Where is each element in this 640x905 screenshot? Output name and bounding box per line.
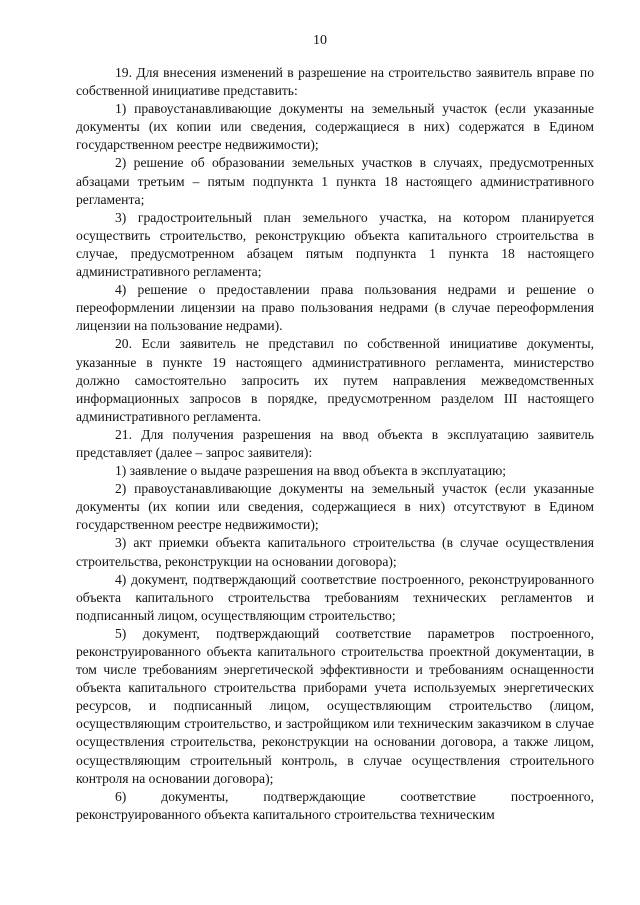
list-item-21-4: 4) документ, подтверждающий соответствие построенного, реконструированного объекта капитального строительства требованиям технических регламентов и подписанный лицом, осуществляющим строительство; [76, 571, 594, 623]
list-item-21-1: 1) заявление о выдаче разрешения на ввод объекта в эксплуатацию; [115, 463, 507, 479]
list-item-21-6: 6) документы, подтверждающие соответствие построенного, реконструированного объекта капитального строительства техническим [76, 788, 594, 822]
list-item-19-3: 3) градостроительный план земельного участка, на котором планируется осуществить строительство, реконструкцию объекта капитального строительства в случае, предусмотренном абзацем пятым подпункта 1 пункта 18 настоящего административного регламента; [76, 209, 594, 280]
list-item-21-2: 2) правоустанавливающие документы на земельный участок (если указанные документы (их копии или сведения, содержащиеся в них) отсутствуют в Едином государственном реестре недвижимости); [76, 481, 594, 533]
paragraph-21: 21. Для получения разрешения на ввод объекта в эксплуатацию заявитель представляет (далее – запрос заявителя): [76, 426, 594, 460]
paragraph-20: 20. Если заявитель не представил по собственной инициативе документы, указанные в пункте 19 настоящего административного регламента, министерство должно самостоятельно запросить их путем направления межведомственных информационных запросов в порядке, предусмотренном разделом III настоящего административного регламента. [76, 336, 594, 424]
document-body [76, 64, 594, 824]
list-item-19-1: 1) правоустанавливающие документы на земельный участок (если указанные документы (их копии или сведения, содержащиеся в них) содержатся в Едином государственном реестре недвижимости); [76, 101, 594, 153]
list-item-19-2: 2) решение об образовании земельных участков в случаях, предусмотренных абзацами третьим – пятым подпункта 1 пункта 18 настоящего административного регламента; [76, 155, 594, 207]
list-item-19-4: 4) решение о предоставлении права пользования недрами и решение о переоформлении лицензии на право пользования недрами (в случае переоформления лицензии на пользование недрами). [76, 282, 594, 334]
list-item-21-3: 3) акт приемки объекта капитального строительства (в случае осуществления строительства, реконструкции на основании договора); [76, 535, 594, 569]
paragraph-19: 19. Для внесения изменений в разрешение на строительство заявитель вправе по собственной инициативе представить: [76, 65, 594, 99]
page-number: 10 [313, 33, 327, 48]
list-item-21-5: 5) документ, подтверждающий соответствие параметров построенного, реконструированного объекта капитального строительства проектной документации, в том числе требованиям энергетической эффективности и требованиям оснащенности объекта капитального строительства приборами учета используемых энергетических ресурсов, и подписанный лицом, осуществляющим строительство (лицом, осуществляющим строительство, и застройщиком или техническим заказчиком в случае осуществления строительства, реконструкции на основании договора, а также лицом, осуществляющим строительный контроль, в случае осуществления строительного контроля на основании договора); [76, 625, 594, 786]
